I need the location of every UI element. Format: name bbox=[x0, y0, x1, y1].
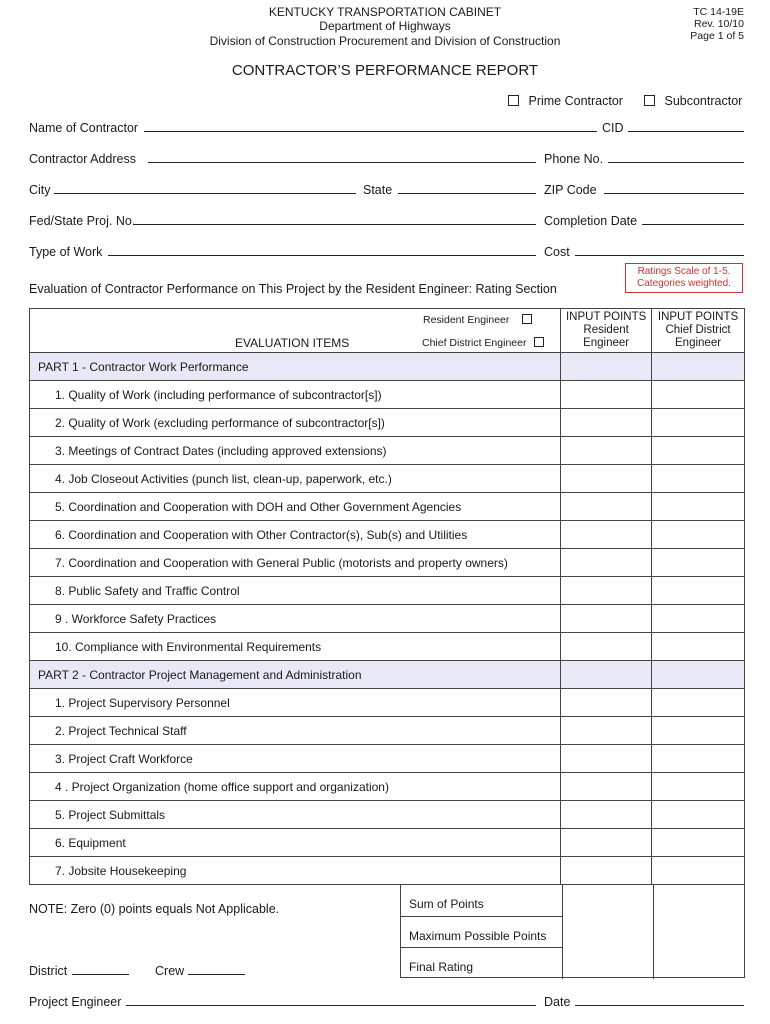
contractor-name-label: Name of Contractor bbox=[29, 121, 139, 135]
city-field[interactable] bbox=[54, 193, 356, 194]
evaluation-items-label: EVALUATION ITEMS bbox=[235, 336, 350, 350]
crew-field[interactable] bbox=[188, 974, 245, 975]
subcontractor-label: Subcontractor bbox=[664, 94, 743, 108]
cost-label: Cost bbox=[544, 245, 570, 259]
resident-points-input[interactable] bbox=[561, 521, 652, 549]
date-field[interactable] bbox=[575, 1005, 744, 1006]
phone-label: Phone No. bbox=[544, 152, 604, 166]
resident-points-input[interactable] bbox=[561, 633, 652, 661]
date-label: Date bbox=[544, 995, 571, 1009]
chief-total-input[interactable] bbox=[654, 885, 745, 979]
form-number: TC 14-19E bbox=[693, 6, 744, 18]
resident-total-input[interactable] bbox=[563, 885, 653, 979]
table-header-row bbox=[30, 309, 745, 353]
table-row bbox=[30, 801, 745, 829]
division-name: Division of Construction Procurement and Division of Construction bbox=[209, 34, 561, 48]
district-label: District bbox=[29, 964, 68, 978]
chief-points-input[interactable] bbox=[652, 857, 745, 885]
crew-label: Crew bbox=[155, 964, 185, 978]
chief-points-input[interactable] bbox=[652, 521, 745, 549]
resident-points-input[interactable] bbox=[561, 549, 652, 577]
chief-engineer-label: Chief District Engineer bbox=[422, 337, 527, 349]
chief-points-input[interactable] bbox=[652, 549, 745, 577]
evaluation-caption: Evaluation of Contractor Performance on This Project by the Resident Engineer: Rating Section bbox=[29, 282, 557, 296]
resident-engineer-label: Resident Engineer bbox=[423, 314, 510, 326]
chief-points-header-line3: Engineer bbox=[675, 337, 722, 349]
cost-field[interactable] bbox=[575, 255, 744, 256]
item-label: 4 . Project Organization (home office support and organization) bbox=[30, 773, 561, 801]
item-label: 2. Project Technical Staff bbox=[30, 717, 561, 745]
project-engineer-label: Project Engineer bbox=[29, 995, 122, 1009]
table-row bbox=[30, 829, 745, 857]
table-row bbox=[30, 493, 745, 521]
resident-points-input[interactable] bbox=[561, 689, 652, 717]
item-label: 1. Quality of Work (including performance of subcontractor[s]) bbox=[30, 381, 561, 409]
chief-points-input[interactable] bbox=[652, 801, 745, 829]
resident-points-input[interactable] bbox=[561, 829, 652, 857]
part1-header-row bbox=[30, 353, 745, 381]
evaluation-items-header bbox=[30, 309, 561, 353]
item-label: 7. Jobsite Housekeeping bbox=[30, 857, 561, 885]
summary-divider-2 bbox=[401, 947, 562, 948]
table-row bbox=[30, 633, 745, 661]
summary-divider-1 bbox=[401, 916, 562, 917]
zip-field[interactable] bbox=[604, 193, 744, 194]
resident-points-input[interactable] bbox=[561, 465, 652, 493]
page-title: CONTRACTOR’S PERFORMANCE REPORT bbox=[231, 62, 539, 79]
evaluation-table bbox=[29, 308, 745, 885]
item-label: 5. Project Submittals bbox=[30, 801, 561, 829]
resident-points-input[interactable] bbox=[561, 381, 652, 409]
chief-points-input[interactable] bbox=[652, 465, 745, 493]
resident-points-input[interactable] bbox=[561, 717, 652, 745]
chief-points-input[interactable] bbox=[652, 381, 745, 409]
resident-points-input[interactable] bbox=[561, 577, 652, 605]
contractor-name-field[interactable] bbox=[144, 131, 597, 132]
item-label: 6. Equipment bbox=[30, 829, 561, 857]
table-row bbox=[30, 409, 745, 437]
table-row bbox=[30, 857, 745, 885]
resident-engineer-option[interactable] bbox=[423, 314, 532, 326]
table-row bbox=[30, 577, 745, 605]
cid-field[interactable] bbox=[628, 131, 744, 132]
item-label: 1. Project Supervisory Personnel bbox=[30, 689, 561, 717]
part2-header-row bbox=[30, 661, 745, 689]
item-label: 3. Meetings of Contract Dates (including approved extensions) bbox=[30, 437, 561, 465]
item-label: 7. Coordination and Cooperation with General Public (motorists and property owners) bbox=[30, 549, 561, 577]
page-number: Page 1 of 5 bbox=[690, 30, 744, 42]
city-label: City bbox=[29, 183, 51, 197]
item-label: 10. Compliance with Environmental Requirements bbox=[30, 633, 561, 661]
subcontractor-option[interactable] bbox=[644, 94, 742, 108]
table-row bbox=[30, 465, 745, 493]
item-label: 4. Job Closeout Activities (punch list, clean-up, paperwork, etc.) bbox=[30, 465, 561, 493]
revision: Rev. 10/10 bbox=[693, 18, 744, 30]
part1-chief-cell bbox=[652, 353, 745, 381]
zip-label: ZIP Code bbox=[544, 183, 597, 197]
table-row bbox=[30, 437, 745, 465]
type-of-work-label: Type of Work bbox=[29, 245, 103, 259]
ratings-note bbox=[625, 263, 743, 293]
table-row bbox=[30, 717, 745, 745]
resident-points-input[interactable] bbox=[561, 745, 652, 773]
resident-points-header-line2: Resident bbox=[583, 324, 629, 336]
zero-points-note: NOTE: Zero (0) points equals Not Applicable. bbox=[29, 902, 280, 916]
district-field[interactable] bbox=[72, 974, 129, 975]
prime-contractor-label: Prime Contractor bbox=[528, 94, 623, 108]
state-field[interactable] bbox=[398, 193, 536, 194]
contractor-address-label: Contractor Address bbox=[29, 152, 136, 166]
item-label: 9 . Workforce Safety Practices bbox=[30, 605, 561, 633]
part2-resident-cell bbox=[561, 661, 652, 689]
completion-date-field[interactable] bbox=[642, 224, 744, 225]
chief-points-input[interactable] bbox=[652, 605, 745, 633]
max-points-label: Maximum Possible Points bbox=[409, 929, 547, 943]
chief-points-input[interactable] bbox=[652, 437, 745, 465]
chief-points-input[interactable] bbox=[652, 689, 745, 717]
part2-chief-cell bbox=[652, 661, 745, 689]
state-label: State bbox=[363, 183, 393, 197]
resident-points-header-line1: INPUT POINTS bbox=[565, 311, 647, 323]
resident-points-input[interactable] bbox=[561, 773, 652, 801]
chief-points-input[interactable] bbox=[652, 409, 745, 437]
prime-contractor-checkbox[interactable] bbox=[508, 95, 519, 106]
part1-resident-cell bbox=[561, 353, 652, 381]
resident-points-input[interactable] bbox=[561, 437, 652, 465]
item-label: 8. Public Safety and Traffic Control bbox=[30, 577, 561, 605]
agency-name: KENTUCKY TRANSPORTATION CABINET bbox=[268, 5, 502, 19]
phone-field[interactable] bbox=[608, 162, 744, 163]
department-name: Department of Highways bbox=[319, 19, 451, 33]
chief-points-input[interactable] bbox=[652, 717, 745, 745]
contractor-address-field[interactable] bbox=[148, 162, 536, 163]
chief-points-input[interactable] bbox=[652, 829, 745, 857]
prime-contractor-option[interactable] bbox=[508, 94, 623, 108]
type-of-work-field[interactable] bbox=[108, 255, 536, 256]
resident-points-header bbox=[561, 309, 652, 353]
subcontractor-checkbox[interactable] bbox=[644, 95, 655, 106]
item-label: 6. Coordination and Cooperation with Other Contractor(s), Sub(s) and Utilities bbox=[30, 521, 561, 549]
table-row bbox=[30, 745, 745, 773]
table-row bbox=[30, 521, 745, 549]
resident-points-input[interactable] bbox=[561, 857, 652, 885]
item-label: 3. Project Craft Workforce bbox=[30, 745, 561, 773]
final-rating-label: Final Rating bbox=[409, 960, 474, 974]
table-row bbox=[30, 605, 745, 633]
table-row bbox=[30, 549, 745, 577]
table-row bbox=[30, 773, 745, 801]
chief-points-input[interactable] bbox=[652, 745, 745, 773]
resident-points-input[interactable] bbox=[561, 409, 652, 437]
ratings-note-line2: Categories weighted. bbox=[637, 278, 731, 289]
item-label: 2. Quality of Work (excluding performance of subcontractor[s]) bbox=[30, 409, 561, 437]
resident-points-header-line3: Engineer bbox=[583, 337, 630, 349]
chief-engineer-option[interactable] bbox=[422, 337, 544, 349]
summary-box bbox=[400, 884, 745, 978]
project-engineer-field[interactable] bbox=[126, 1005, 536, 1006]
resident-points-input[interactable] bbox=[561, 493, 652, 521]
chief-points-input[interactable] bbox=[652, 633, 745, 661]
item-label: 5. Coordination and Cooperation with DOH and Other Government Agencies bbox=[30, 493, 561, 521]
cid-label: CID bbox=[602, 121, 624, 135]
chief-points-header-line2: Chief District bbox=[665, 324, 731, 336]
table-row bbox=[30, 381, 745, 409]
table-row bbox=[30, 689, 745, 717]
resident-points-input[interactable] bbox=[561, 605, 652, 633]
sum-of-points-label: Sum of Points bbox=[409, 897, 484, 911]
resident-points-input[interactable] bbox=[561, 801, 652, 829]
completion-date-label: Completion Date bbox=[544, 214, 638, 228]
chief-points-input[interactable] bbox=[652, 773, 745, 801]
chief-points-header-line1: INPUT POINTS bbox=[657, 311, 739, 323]
part2-title: PART 2 - Contractor Project Management and Administration bbox=[30, 661, 561, 689]
form-id-block bbox=[690, 6, 744, 42]
resident-engineer-checkbox[interactable] bbox=[522, 314, 532, 324]
project-number-label: Fed/State Proj. No. bbox=[29, 214, 136, 228]
chief-points-input[interactable] bbox=[652, 493, 745, 521]
chief-engineer-checkbox[interactable] bbox=[534, 337, 544, 347]
chief-points-input[interactable] bbox=[652, 577, 745, 605]
part1-title: PART 1 - Contractor Work Performance bbox=[30, 353, 561, 381]
project-number-field[interactable] bbox=[134, 224, 536, 225]
chief-points-header bbox=[652, 309, 745, 353]
ratings-note-line1: Ratings Scale of 1-5. bbox=[637, 266, 731, 277]
